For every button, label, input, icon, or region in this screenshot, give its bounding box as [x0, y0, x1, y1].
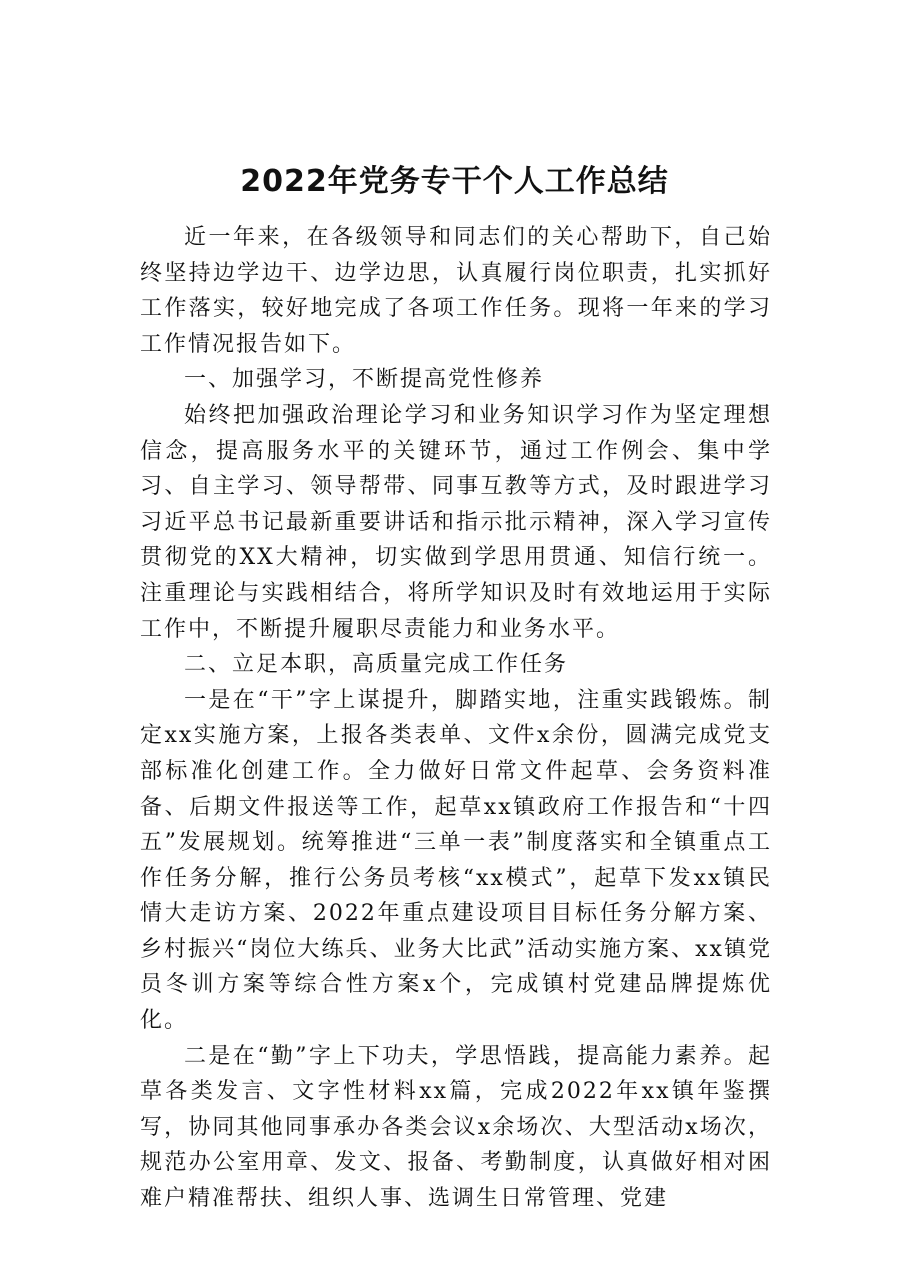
- document-title: 2022年党务专干个人工作总结: [240, 164, 669, 199]
- document-body: [140, 220, 772, 1217]
- paragraph-study: 始终把加强政治理论学习和业务知识学习作为坚定理想信念，提高服务水平的关键环节，通过工作例会、集中学习、自主学习、领导帮带、同事互教等方式，及时跟进学习习近平总书记最新重要讲话和指示批示精神，深入学习宣传贯彻党的XX大精神，切实做到学思用贯通、知信行统一。注重理论与实践相结合，将所学知识及时有效地运用于实际工作中，不断提升履职尽责能力和业务水平。: [140, 402, 772, 642]
- paragraph-work-1: 一是在“干”字上谋提升，脚踏实地，注重实践锻炼。制定xx实施方案，上报各类表单、文件x余份，圆满完成党支部标准化创建工作。全力做好日常文件起草、会务资料准备、后期文件报送等工作，起草xx镇政府工作报告和“十四五”发展规划。统筹推进“三单一表”制度落实和全镇重点工作任务分解，推行公务员考核“xx模式”，起草下发xx镇民情大走访方案、2022年重点建设项目目标任务分解方案、乡村振兴“岗位大练兵、业务大比武”活动实施方案、xx镇党员冬训方案等综合性方案x个，完成镇村党建品牌提炼优化。: [140, 687, 772, 1034]
- section-heading-1: 一、加强学习，不断提高党性修养: [184, 367, 545, 393]
- section-heading-2: 二、立足本职，高质量完成工作任务: [184, 652, 569, 678]
- paragraph-intro: 近一年来，在各级领导和同志们的关心帮助下，自己始终坚持边学边干、边学边思，认真履行岗位职责，扎实抓好工作落实，较好地完成了各项工作任务。现将一年来的学习工作情况报告如下。: [140, 225, 772, 357]
- paragraph-work-2: 二是在“勤”字上下功夫，学思悟践，提高能力素养。起草各类发言、文字性材料xx篇，完成2022年xx镇年鉴撰写，协同其他同事承办各类会议x余场次、大型活动x场次，规范办公室用章、发文、报备、考勤制度，认真做好相对困难户精准帮扶、组织人事、选调生日常管理、党建: [140, 1043, 772, 1212]
